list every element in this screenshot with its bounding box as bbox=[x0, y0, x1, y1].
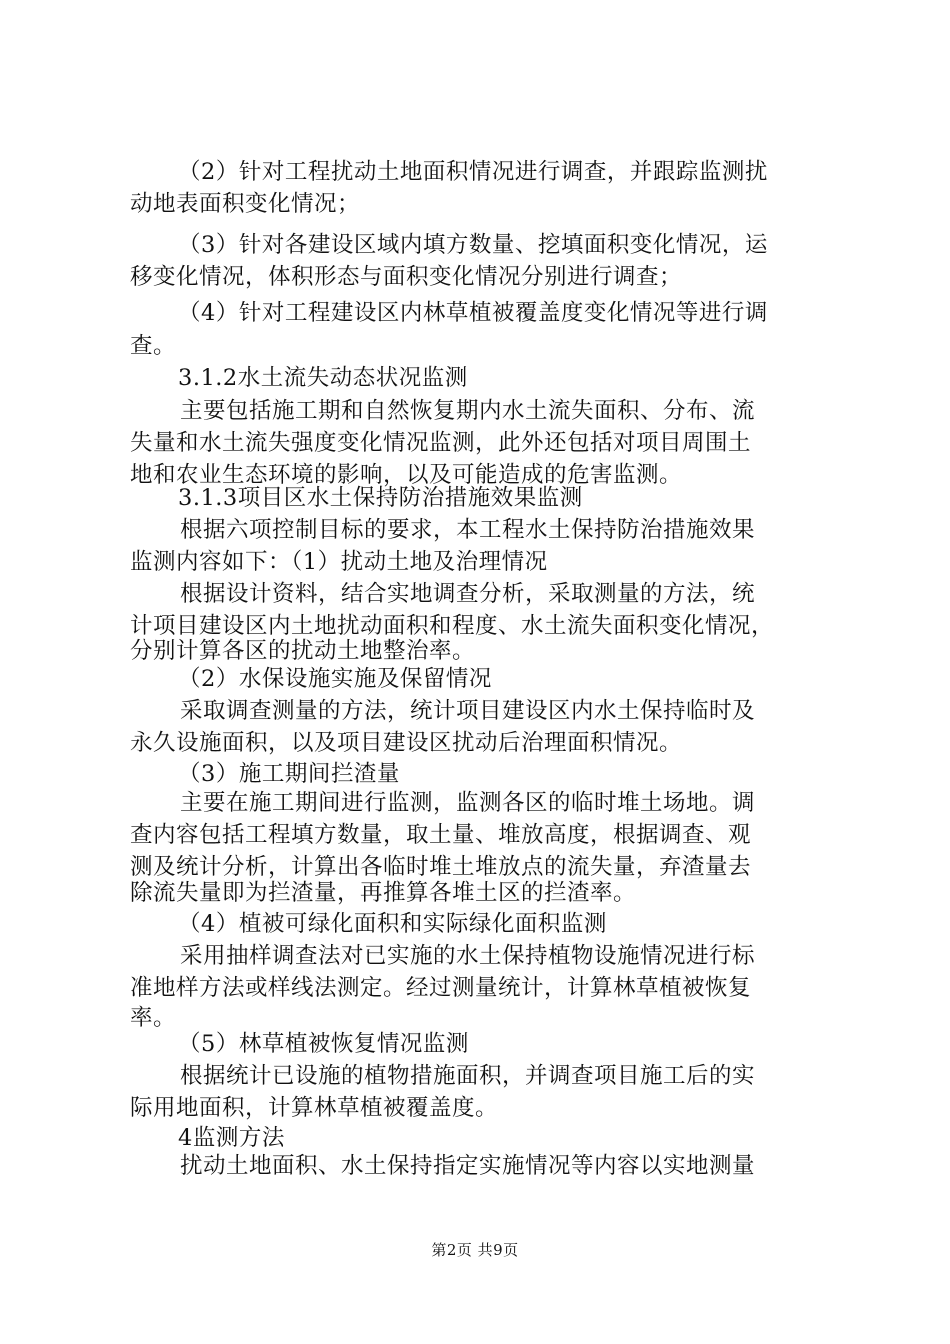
paragraph-line: 计项目建设区内土地扰动面积和程度、水土流失面积变化情况， bbox=[130, 613, 775, 639]
section-heading: 3.1.2水土流失动态状况监测 bbox=[178, 365, 468, 391]
paragraph-line: 测及统计分析，计算出各临时堆土堆放点的流失量，弃渣量去 bbox=[130, 854, 752, 880]
paragraph-line: 扰动土地面积、水土保持指定实施情况等内容以实地测量 bbox=[180, 1153, 756, 1179]
paragraph-line: 移变化情况，体积形态与面积变化情况分别进行调查； bbox=[130, 264, 683, 290]
section-heading: 3.1.3项目区水土保持防治措施效果监测 bbox=[178, 485, 583, 511]
paragraph-line: 准地样方法或样线法测定。经过测量统计，计算林草植被恢复 bbox=[130, 975, 752, 1001]
subsection-heading: （2）水保设施实施及保留情况 bbox=[178, 666, 492, 692]
paragraph-line: 查。 bbox=[130, 333, 177, 359]
paragraph-line: 采用抽样调查法对已实施的水土保持植物设施情况进行标 bbox=[180, 943, 756, 969]
subsection-heading: （3）施工期间拦渣量 bbox=[178, 761, 400, 787]
subsection-heading: （4）植被可绿化面积和实际绿化面积监测 bbox=[178, 911, 607, 937]
paragraph-line: 率。 bbox=[130, 1005, 177, 1031]
paragraph-line: 根据六项控制目标的要求，本工程水土保持防治措施效果 bbox=[180, 517, 756, 543]
paragraph-line: 主要在施工期间进行监测，监测各区的临时堆土场地。调 bbox=[180, 790, 756, 816]
section-heading: 4监测方法 bbox=[178, 1125, 285, 1151]
paragraph-line: 地和农业生态环境的影响，以及可能造成的危害监测。 bbox=[130, 462, 683, 488]
paragraph-line: 失量和水土流失强度变化情况监测，此外还包括对项目周围土 bbox=[130, 430, 752, 456]
paragraph-line: 监测内容如下：（1）扰动土地及治理情况 bbox=[130, 549, 548, 575]
paragraph-line: 分别计算各区的扰动土地整治率。 bbox=[130, 638, 476, 664]
paragraph-line: 永久设施面积，以及项目建设区扰动后治理面积情况。 bbox=[130, 730, 683, 756]
paragraph-line: 际用地面积，计算林草植被覆盖度。 bbox=[130, 1095, 499, 1121]
paragraph-line: （2）针对工程扰动土地面积情况进行调查，并跟踪监测扰 bbox=[178, 159, 768, 185]
page-footer: 第2页 共9页 bbox=[431, 1241, 519, 1259]
paragraph-line: 采取调查测量的方法，统计项目建设区内水土保持临时及 bbox=[180, 698, 756, 724]
paragraph-line: 根据统计已设施的植物措施面积，并调查项目施工后的实 bbox=[180, 1063, 756, 1089]
paragraph-line: 除流失量即为拦渣量，再推算各堆土区的拦渣率。 bbox=[130, 880, 637, 906]
subsection-heading: （5）林草植被恢复情况监测 bbox=[178, 1031, 469, 1057]
paragraph-line: 查内容包括工程填方数量，取土量、堆放高度，根据调查、观 bbox=[130, 822, 752, 848]
paragraph-line: 主要包括施工期和自然恢复期内水土流失面积、分布、流 bbox=[180, 398, 756, 424]
paragraph-line: 动地表面积变化情况； bbox=[130, 191, 361, 217]
paragraph-line: 根据设计资料，结合实地调查分析，采取测量的方法，统 bbox=[180, 581, 756, 607]
paragraph-line: （4）针对工程建设区内林草植被覆盖度变化情况等进行调 bbox=[178, 300, 768, 326]
paragraph-line: （3）针对各建设区域内填方数量、挖填面积变化情况，运 bbox=[178, 232, 768, 258]
